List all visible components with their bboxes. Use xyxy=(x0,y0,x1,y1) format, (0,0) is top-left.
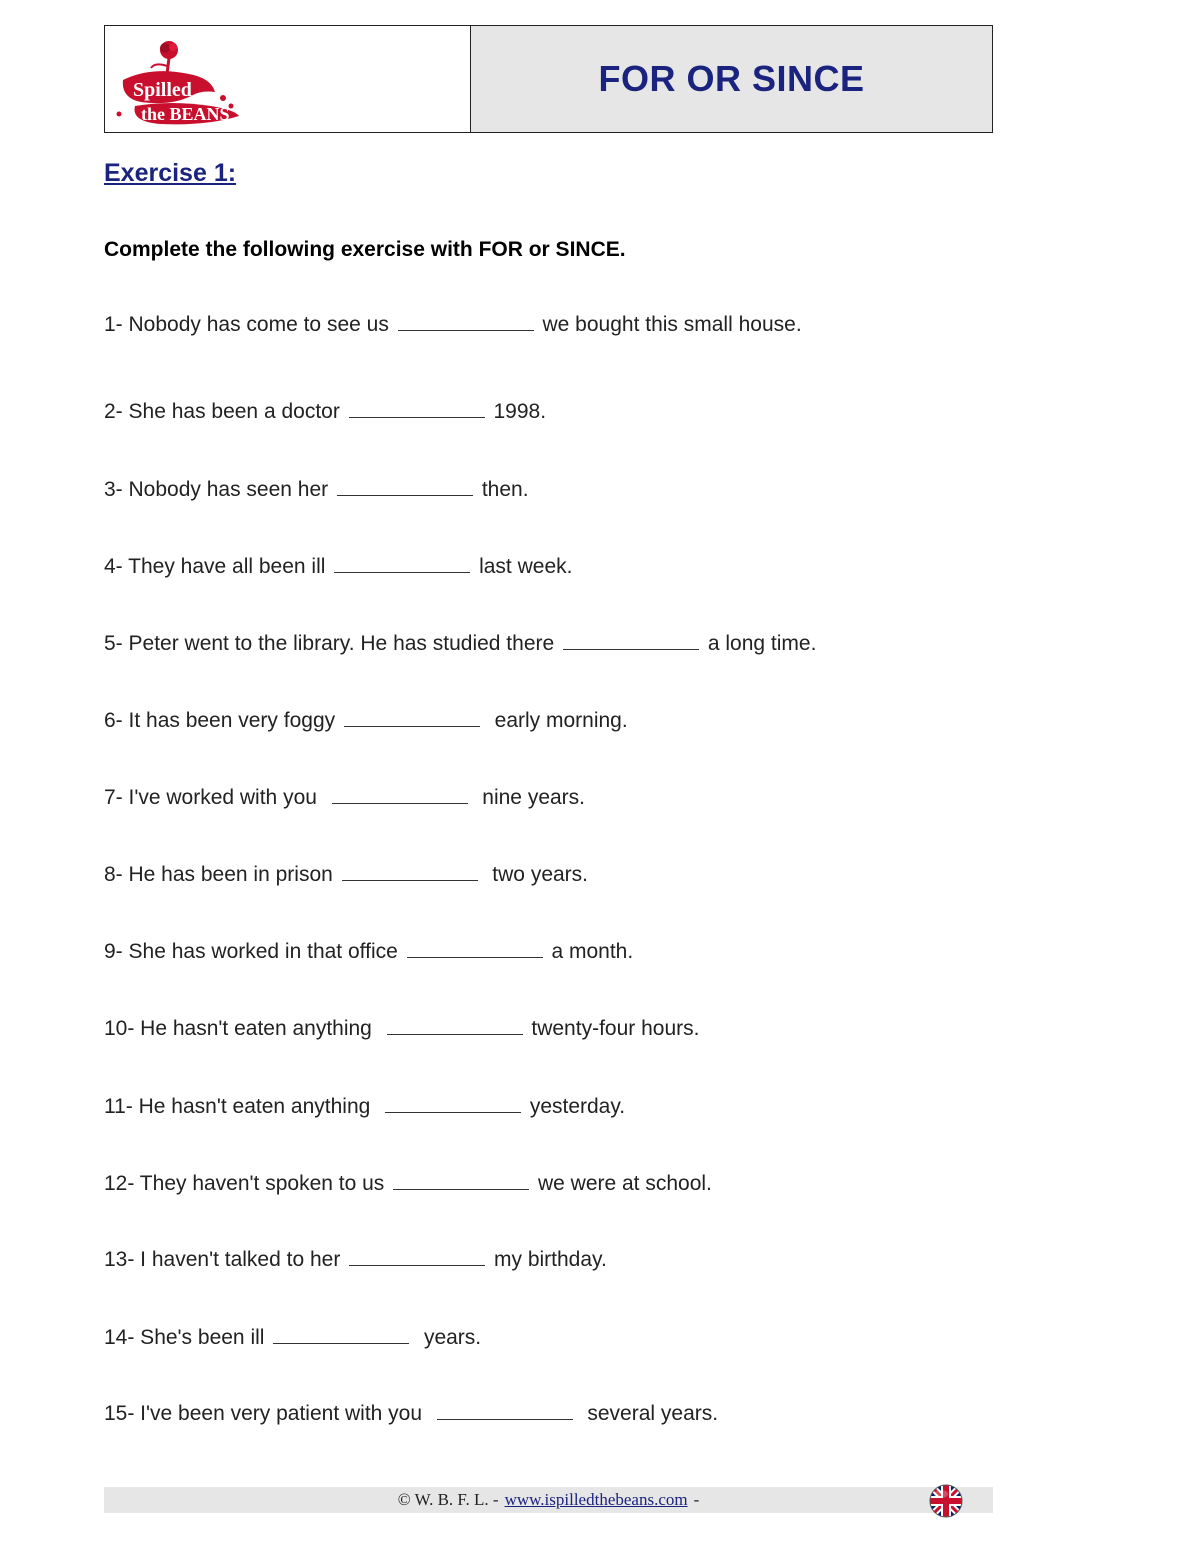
question-text-before: 6- It has been very foggy xyxy=(104,709,341,732)
answer-blank[interactable] xyxy=(398,309,534,331)
question-text-before: 12- They haven't spoken to us xyxy=(104,1172,391,1195)
exercise-instruction: Complete the following exercise with FOR or SINCE. xyxy=(104,238,626,261)
question-item xyxy=(104,628,816,656)
answer-blank[interactable] xyxy=(387,1013,523,1035)
question-item xyxy=(104,474,529,502)
answer-blank[interactable] xyxy=(337,474,473,496)
answer-blank[interactable] xyxy=(342,859,478,881)
answer-blank[interactable] xyxy=(437,1398,573,1420)
logo-text-top: Spilled xyxy=(133,79,192,101)
question-text-after: early morning. xyxy=(482,709,628,732)
uk-flag-icon xyxy=(928,1483,964,1519)
question-item xyxy=(104,1398,718,1426)
question-item xyxy=(104,1168,712,1196)
question-text-after: 1998. xyxy=(487,400,547,423)
question-text-before: 11- He hasn't eaten anything xyxy=(104,1095,382,1118)
question-text-after: last week. xyxy=(473,555,573,578)
answer-blank[interactable] xyxy=(344,705,480,727)
question-text-after: we bought this small house. xyxy=(536,313,802,336)
answer-blank[interactable] xyxy=(385,1091,521,1113)
question-text-before: 7- I've worked with you xyxy=(104,786,329,809)
question-text-after: a long time. xyxy=(702,632,817,655)
question-text-before: 2- She has been a doctor xyxy=(104,400,346,423)
question-text-before: 5- Peter went to the library. He has studied there xyxy=(104,632,561,655)
question-text-after: several years. xyxy=(575,1402,719,1425)
question-text-after: then. xyxy=(475,478,529,501)
page-footer xyxy=(104,1487,993,1513)
question-text-before: 15- I've been very patient with you xyxy=(104,1402,434,1425)
title-cell xyxy=(471,26,992,132)
answer-blank[interactable] xyxy=(273,1322,409,1344)
question-item xyxy=(104,309,802,337)
answer-blank[interactable] xyxy=(334,551,470,573)
question-item xyxy=(104,936,633,964)
footer-trailing: - xyxy=(693,1490,700,1509)
question-text-before: 8- He has been in prison xyxy=(104,863,339,886)
question-text-before: 1- Nobody has come to see us xyxy=(104,313,395,336)
question-text-after: yesterday. xyxy=(523,1095,626,1118)
question-item xyxy=(104,782,585,810)
question-text-after: we were at school. xyxy=(532,1172,712,1195)
question-item xyxy=(104,1013,699,1041)
question-text-after: my birthday. xyxy=(488,1248,607,1271)
answer-blank[interactable] xyxy=(393,1168,529,1190)
question-text-before: 14- She's been ill xyxy=(104,1326,271,1349)
question-item xyxy=(104,396,546,424)
question-text-after: nine years. xyxy=(470,786,586,809)
answer-blank[interactable] xyxy=(407,936,543,958)
worksheet-header xyxy=(104,25,993,133)
question-item xyxy=(104,551,572,579)
worksheet-title: FOR OR SINCE xyxy=(598,58,865,99)
logo-cell xyxy=(105,26,471,132)
answer-blank[interactable] xyxy=(349,1244,485,1266)
question-item xyxy=(104,1091,625,1119)
question-text-before: 13- I haven't talked to her xyxy=(104,1248,347,1271)
question-text-after: years. xyxy=(412,1326,482,1349)
question-item xyxy=(104,1322,481,1350)
question-text-before: 4- They have all been ill xyxy=(104,555,332,578)
question-item xyxy=(104,1244,607,1272)
answer-blank[interactable] xyxy=(332,782,468,804)
question-text-after: a month. xyxy=(545,940,634,963)
question-text-after: two years. xyxy=(480,863,589,886)
answer-blank[interactable] xyxy=(563,628,699,650)
exercise-heading: Exercise 1: xyxy=(104,159,237,187)
answer-blank[interactable] xyxy=(349,396,485,418)
question-text-before: 10- He hasn't eaten anything xyxy=(104,1017,384,1040)
spilled-the-beans-logo xyxy=(111,36,246,126)
question-item xyxy=(104,859,588,887)
footer-website-link[interactable]: www.ispilledthebeans.com xyxy=(504,1490,688,1509)
question-text-before: 9- She has worked in that office xyxy=(104,940,404,963)
question-item xyxy=(104,705,628,733)
question-text-after: twenty-four hours. xyxy=(525,1017,700,1040)
logo-text-bottom: the BEANS xyxy=(141,104,230,124)
footer-copyright: © W. B. F. L. - xyxy=(397,1490,499,1509)
question-text-before: 3- Nobody has seen her xyxy=(104,478,334,501)
